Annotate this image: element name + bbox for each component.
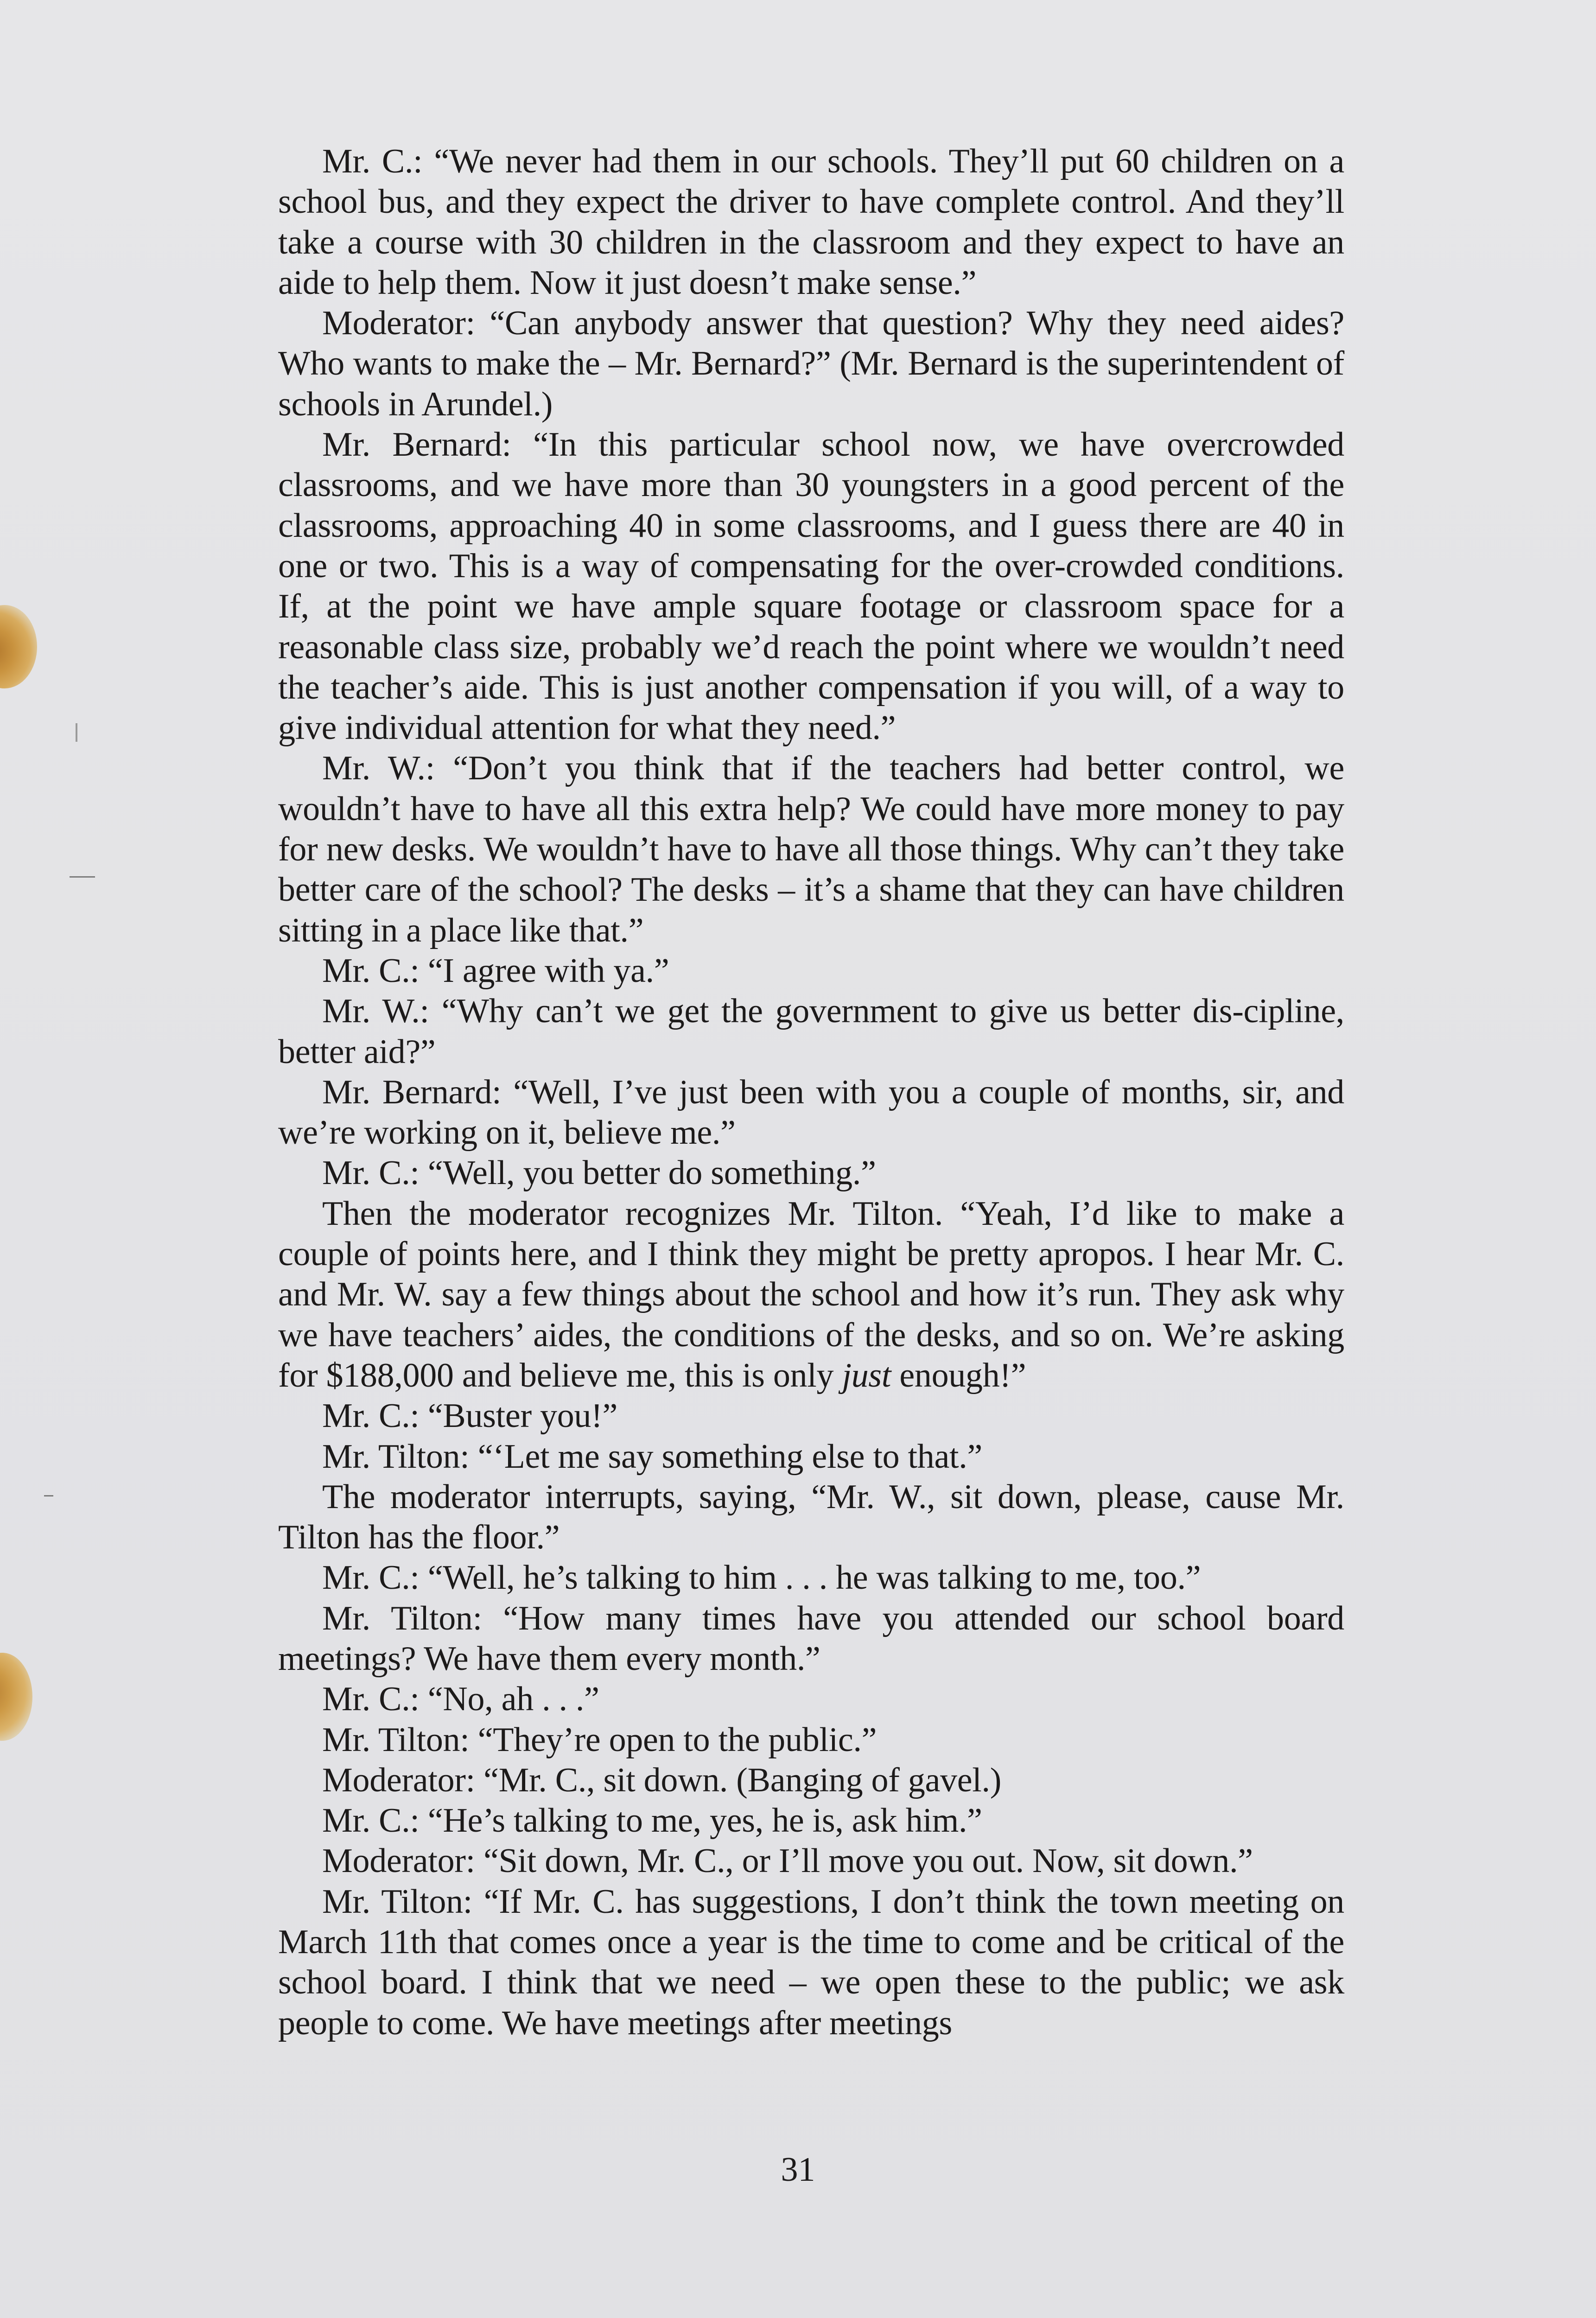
paragraph: Mr. Tilton: “How many times have you attended our school board meetings? We have them every month.”	[278, 1599, 1344, 1678]
paragraph: The moderator interrupts, saying, “Mr. W., sit down, please, cause Mr. Tilton has the floor.”	[278, 1477, 1344, 1557]
paragraph: Mr. Tilton: “If Mr. C. has suggestions, I don’t think the town meeting on March 11th that comes once a year is the time to come and be critical of the school board. I think that we need – we open these to the public; we ask people to come. We have meetings after meetings	[278, 1882, 1344, 2042]
paragraph-text: Then the moderator recognizes Mr. Tilton. “Yeah, I’d like to make a couple of points here, and I think they might be pretty apropos. I hear Mr. C. and Mr. W. say a few things about the school and how it’s run. They ask why we have teachers’ aides, the conditions of the desks, and so on. We’re asking for $188,000 and believe me, this is only	[278, 1194, 1344, 1395]
paragraph: Mr. C.: “Well, he’s talking to him . . . he was talking to me, too.”	[322, 1559, 1201, 1597]
body-text	[278, 141, 1344, 2044]
stain-mark	[0, 1653, 32, 1741]
pencil-mark	[76, 723, 77, 742]
paragraph: Mr. C.: “We never had them in our schools. They’ll put 60 children on a school bus, and they expect the driver to have complete control. And they’ll take a course with 30 children in the classroom and they expect to have an aide to help them. Now it just doesn’t make sense.”	[278, 142, 1344, 302]
paragraph: Moderator: “Mr. C., sit down. (Banging of gavel.)	[322, 1761, 1002, 1799]
page-number: 31	[781, 2151, 815, 2189]
paragraph: Mr. C.: “He’s talking to me, yes, he is, ask him.”	[322, 1802, 982, 1840]
paragraph: Mr. W.: “Why can’t we get the government to give us better dis-cipline, better aid?”	[278, 992, 1344, 1071]
paragraph: Moderator: “Sit down, Mr. C., or I’ll move you out. Now, sit down.”	[322, 1842, 1253, 1880]
paragraph: Mr. C.: “No, ah . . .”	[322, 1680, 599, 1719]
pencil-mark	[44, 1495, 53, 1497]
paragraph: Mr. Tilton: “‘Let me say something else to that.”	[322, 1437, 983, 1476]
paragraph: Mr. C.: “I agree with ya.”	[322, 951, 669, 990]
paragraph: Mr. Bernard: “Well, I’ve just been with you a couple of months, sir, and we’re working on it, believe me.”	[278, 1073, 1344, 1152]
paragraph: Mr. C.: “Well, you better do something.”	[322, 1154, 876, 1192]
paragraph: Mr. C.: “Buster you!”	[322, 1397, 618, 1435]
pencil-mark	[70, 876, 95, 878]
stain-mark	[0, 605, 37, 688]
paragraph-text: enough!”	[891, 1356, 1026, 1395]
italic-emphasis: just	[842, 1356, 891, 1395]
paragraph	[278, 1194, 1344, 1396]
paragraph: Mr. Bernard: “In this particular school now, we have overcrowded classrooms, and we have more than 30 youngsters in a good percent of the classrooms, approaching 40 in some classrooms, and I guess there are 40 in one or two. This is a way of compensating for the over-crowded conditions. If, at the point we have ample square footage or classroom space for a reasonable class size, probably we’d reach the point where we wouldn’t need the teacher’s aide. This is just another compensation if you will, of a way to give individual attention for what they need.”	[278, 426, 1344, 747]
paragraph: Mr. Tilton: “They’re open to the public.”	[322, 1720, 877, 1759]
paragraph: Moderator: “Can anybody answer that question? Why they need aides? Who wants to make the – Mr. Bernard?” (Mr. Bernard is the superintendent of schools in Arundel.)	[278, 304, 1344, 423]
paragraph: Mr. W.: “Don’t you think that if the teachers had better control, we wouldn’t have to have all this extra help? We could have more money to pay for new desks. We wouldn’t have to have all those things. Why can’t they take better care of the school? The desks – it’s a shame that they can have children sitting in a place like that.”	[278, 749, 1344, 949]
